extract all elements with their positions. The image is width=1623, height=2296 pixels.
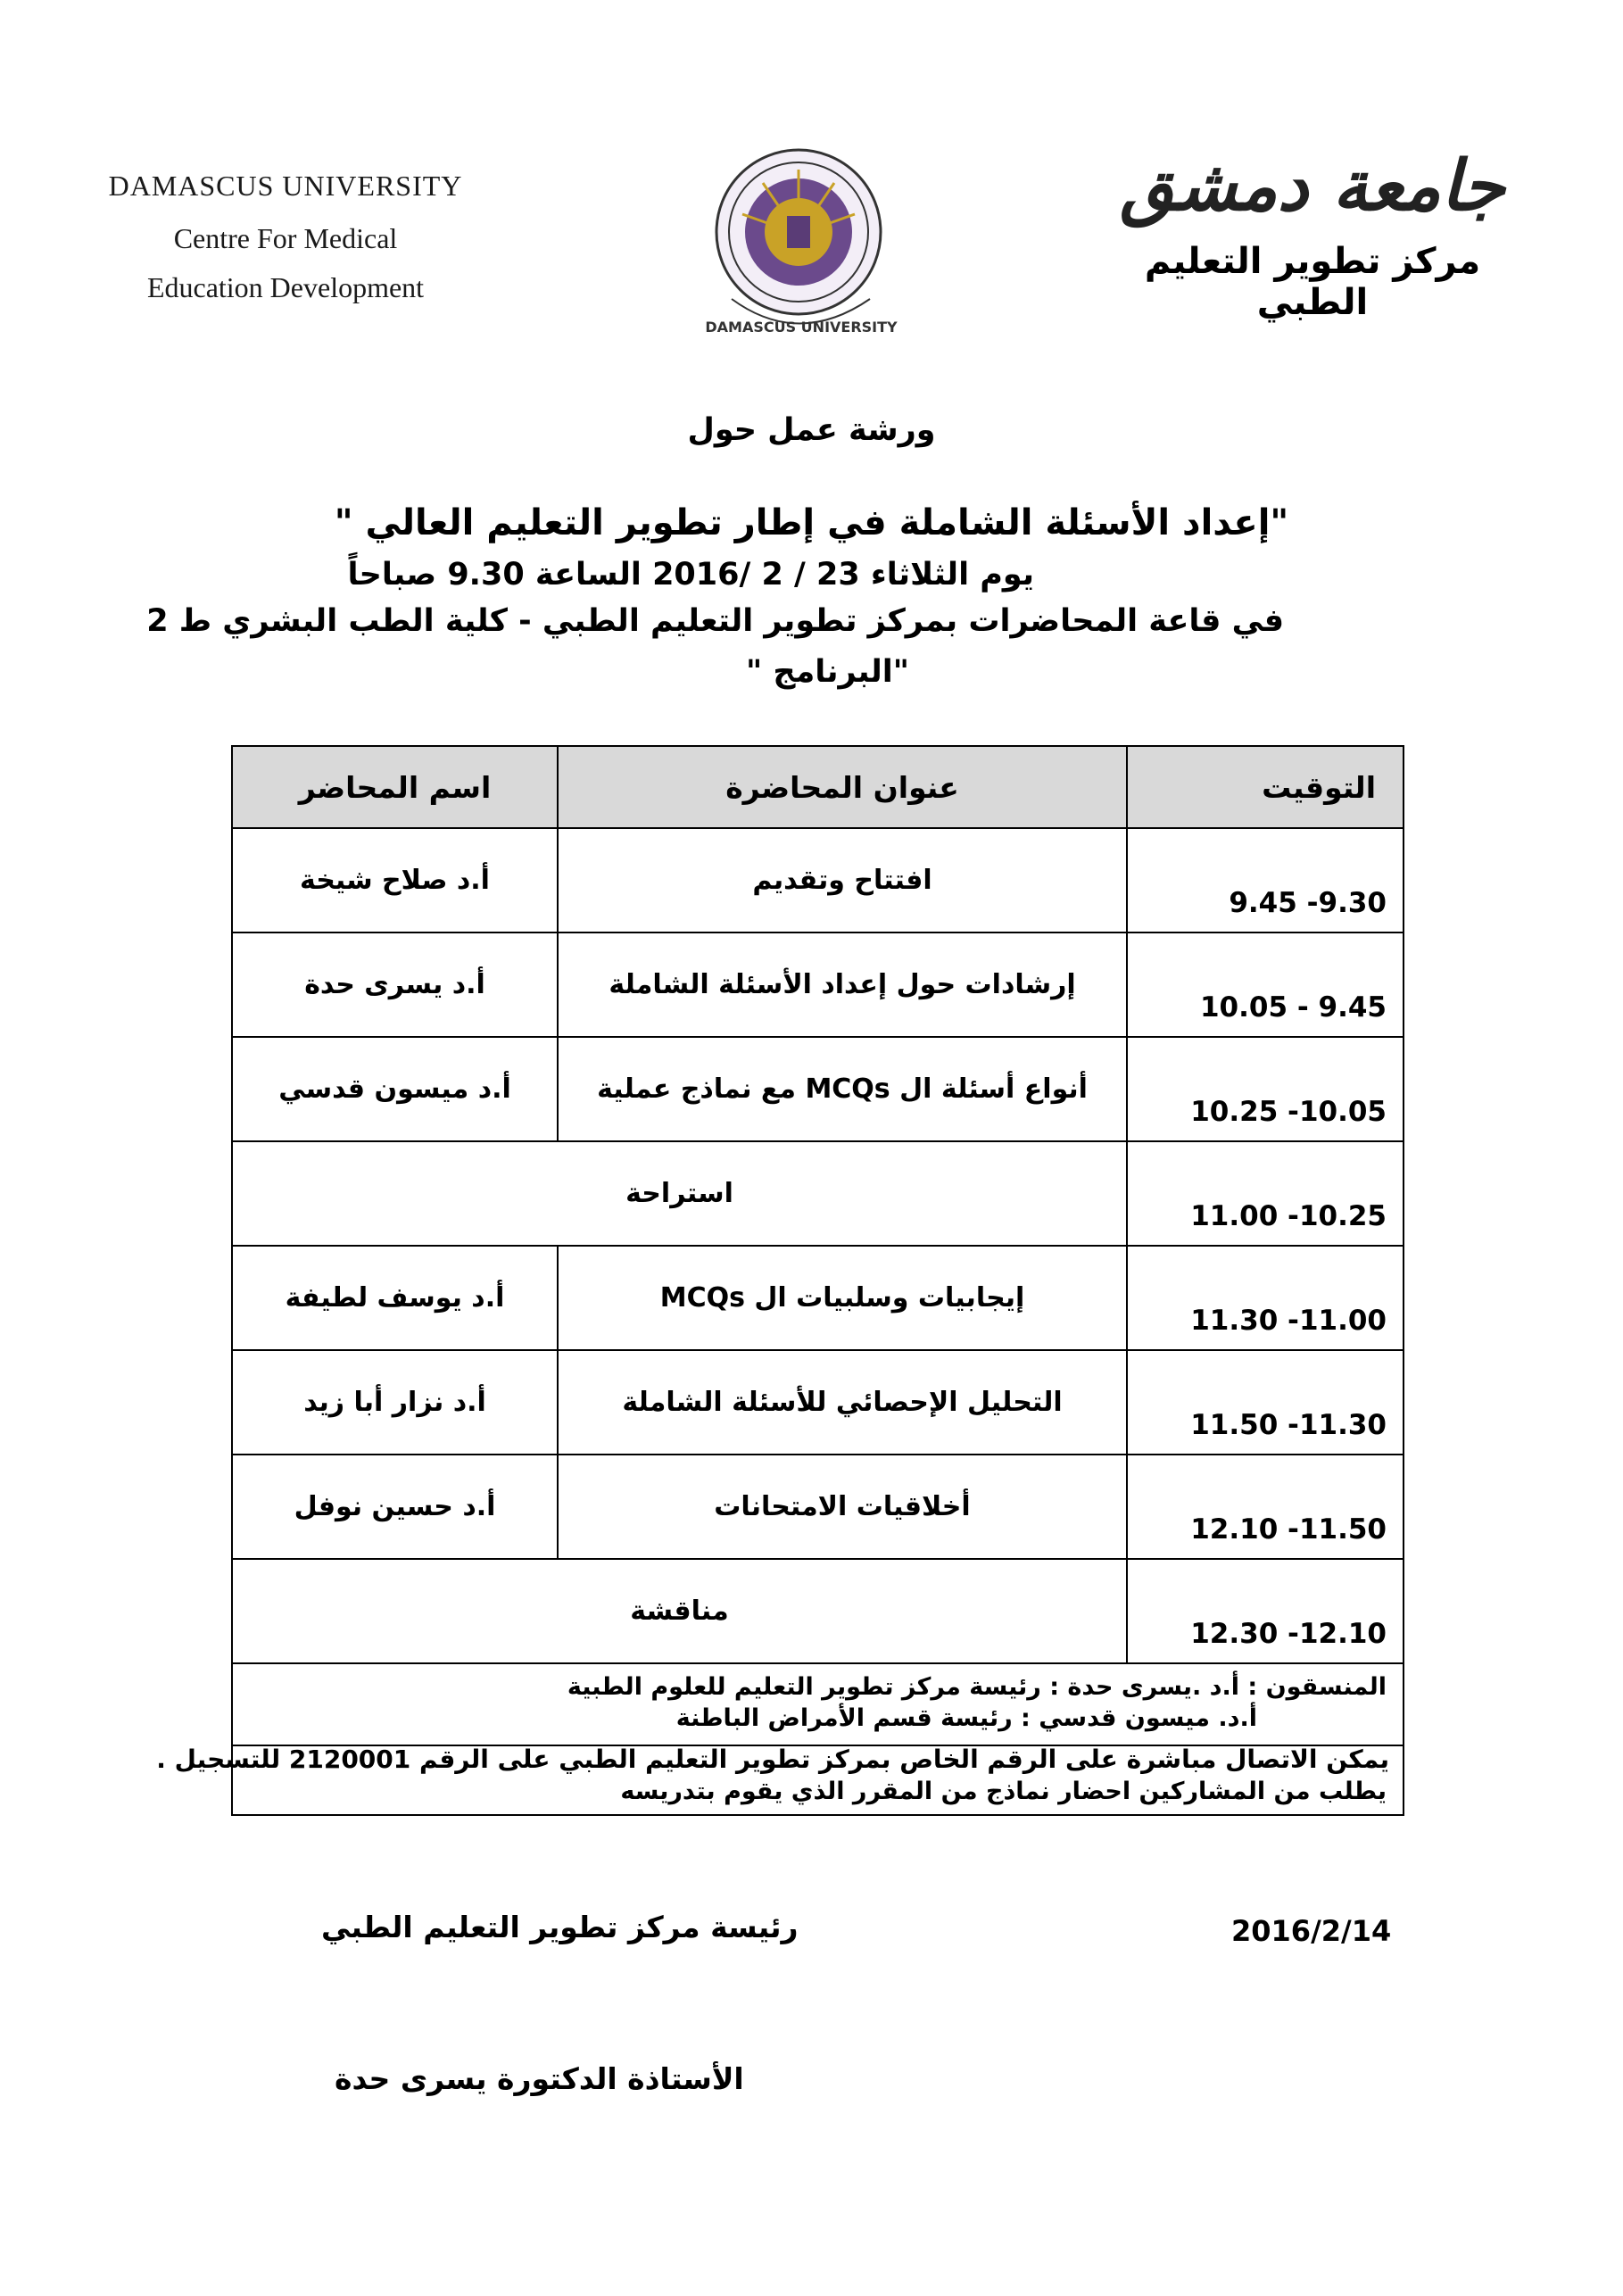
signatory-title: رئيسة مركز تطوير التعليم الطبي	[321, 1910, 799, 1944]
row-lecturer: أ.د حسين نوفل	[232, 1455, 558, 1559]
document-date: 2016/2/14	[1231, 1914, 1392, 1948]
row-title: التحليل الإحصائي للأسئلة الشاملة	[558, 1350, 1127, 1455]
row-title: أنواع أسئلة ال MCQs مع نماذج عملية	[558, 1037, 1127, 1141]
university-name-en: DAMASCUS UNIVERSITY	[108, 170, 463, 202]
row-lecturer: أ.د يسرى حدة	[232, 932, 558, 1037]
table-header-row	[232, 746, 1404, 828]
program-label: "البرنامج "	[745, 654, 909, 690]
table-row	[232, 1350, 1404, 1455]
row-time: 11.00- 11.30	[1127, 1246, 1404, 1350]
row-discussion: مناقشة	[232, 1559, 1127, 1663]
centre-name-ar: مركز تطوير التعليم الطبي	[1144, 241, 1481, 323]
row-time: 10.25- 11.00	[1127, 1141, 1404, 1246]
contact-info: يمكن الاتصال مباشرة على الرقم الخاص بمركز تطوير التعليم الطبي على الرقم 2120001 للتسجيل .	[156, 1745, 1389, 1774]
coordinators-line1: المنسقون : أ.د .يسرى حدة : رئيسة مركز تطوير التعليم للعلوم الطبية	[567, 1673, 1387, 1701]
header-title: عنوان المحاضرة	[558, 746, 1127, 828]
english-header	[80, 170, 491, 320]
centre-name-en-line1: Centre For Medical	[173, 222, 398, 254]
table-row	[232, 932, 1404, 1037]
row-title: إيجابيات وسلبيات ال MCQs	[558, 1246, 1127, 1350]
seal-label: DAMASCUS UNIVERSITY	[705, 319, 898, 336]
header-time: التوقيت	[1127, 746, 1404, 828]
workshop-date-time: يوم الثلاثاء 23 / 2 /2016 الساعة 9.30 صباحاً	[347, 557, 1034, 593]
coordinators-row	[232, 1663, 1404, 1745]
row-title: افتتاح وتقديم	[558, 828, 1127, 932]
coordinators-cell	[232, 1663, 1404, 1745]
participants-note: يطلب من المشاركين احضار نماذج من المقرر الذي يقوم بتدريسه	[232, 1745, 1404, 1815]
header-lecturer: اسم المحاضر	[232, 746, 558, 828]
table-row	[232, 1141, 1404, 1246]
row-time: 10.05- 10.25	[1127, 1037, 1404, 1141]
table-row	[232, 1559, 1404, 1663]
row-title: أخلاقيات الامتحانات	[558, 1455, 1127, 1559]
row-time: 11.30- 11.50	[1127, 1350, 1404, 1455]
table-row	[232, 1455, 1404, 1559]
signatory-name: الأستاذة الدكتورة يسرى حدة	[335, 2061, 744, 2096]
row-time: 12.10- 12.30	[1127, 1559, 1404, 1663]
row-time: 9.30- 9.45	[1127, 828, 1404, 932]
row-break: استراحة	[232, 1141, 1127, 1246]
coordinators-line2: أ.د. ميسون قدسي : رئيسة قسم الأمراض الباطنة	[675, 1704, 1257, 1732]
row-title: إرشادات حول إعداد الأسئلة الشاملة	[558, 932, 1127, 1037]
row-time: 9.45 - 10.05	[1127, 932, 1404, 1037]
table-row	[232, 828, 1404, 932]
row-lecturer: أ.د ميسون قدسي	[232, 1037, 558, 1141]
row-lecturer: أ.د صلاح شيخة	[232, 828, 558, 932]
row-lecturer: أ.د نزار أبا زيد	[232, 1350, 558, 1455]
university-name-ar: جامعة دمشق	[1120, 145, 1505, 227]
table-row	[232, 1037, 1404, 1141]
centre-name-en-line2: Education Development	[146, 271, 425, 303]
schedule-table	[231, 745, 1404, 1816]
workshop-intro: ورشة عمل حول	[687, 412, 936, 448]
workshop-topic: "إعداد الأسئلة الشاملة في إطار تطوير التعليم العالي "	[334, 502, 1289, 543]
row-time: 11.50- 12.10	[1127, 1455, 1404, 1559]
arabic-header	[1098, 145, 1527, 323]
university-seal-logo	[678, 134, 928, 357]
row-lecturer: أ.د يوسف لطيفة	[232, 1246, 558, 1350]
table-row	[232, 1246, 1404, 1350]
workshop-location: في قاعة المحاضرات بمركز تطوير التعليم الطبي - كلية الطب البشري ط 2	[146, 603, 1284, 639]
